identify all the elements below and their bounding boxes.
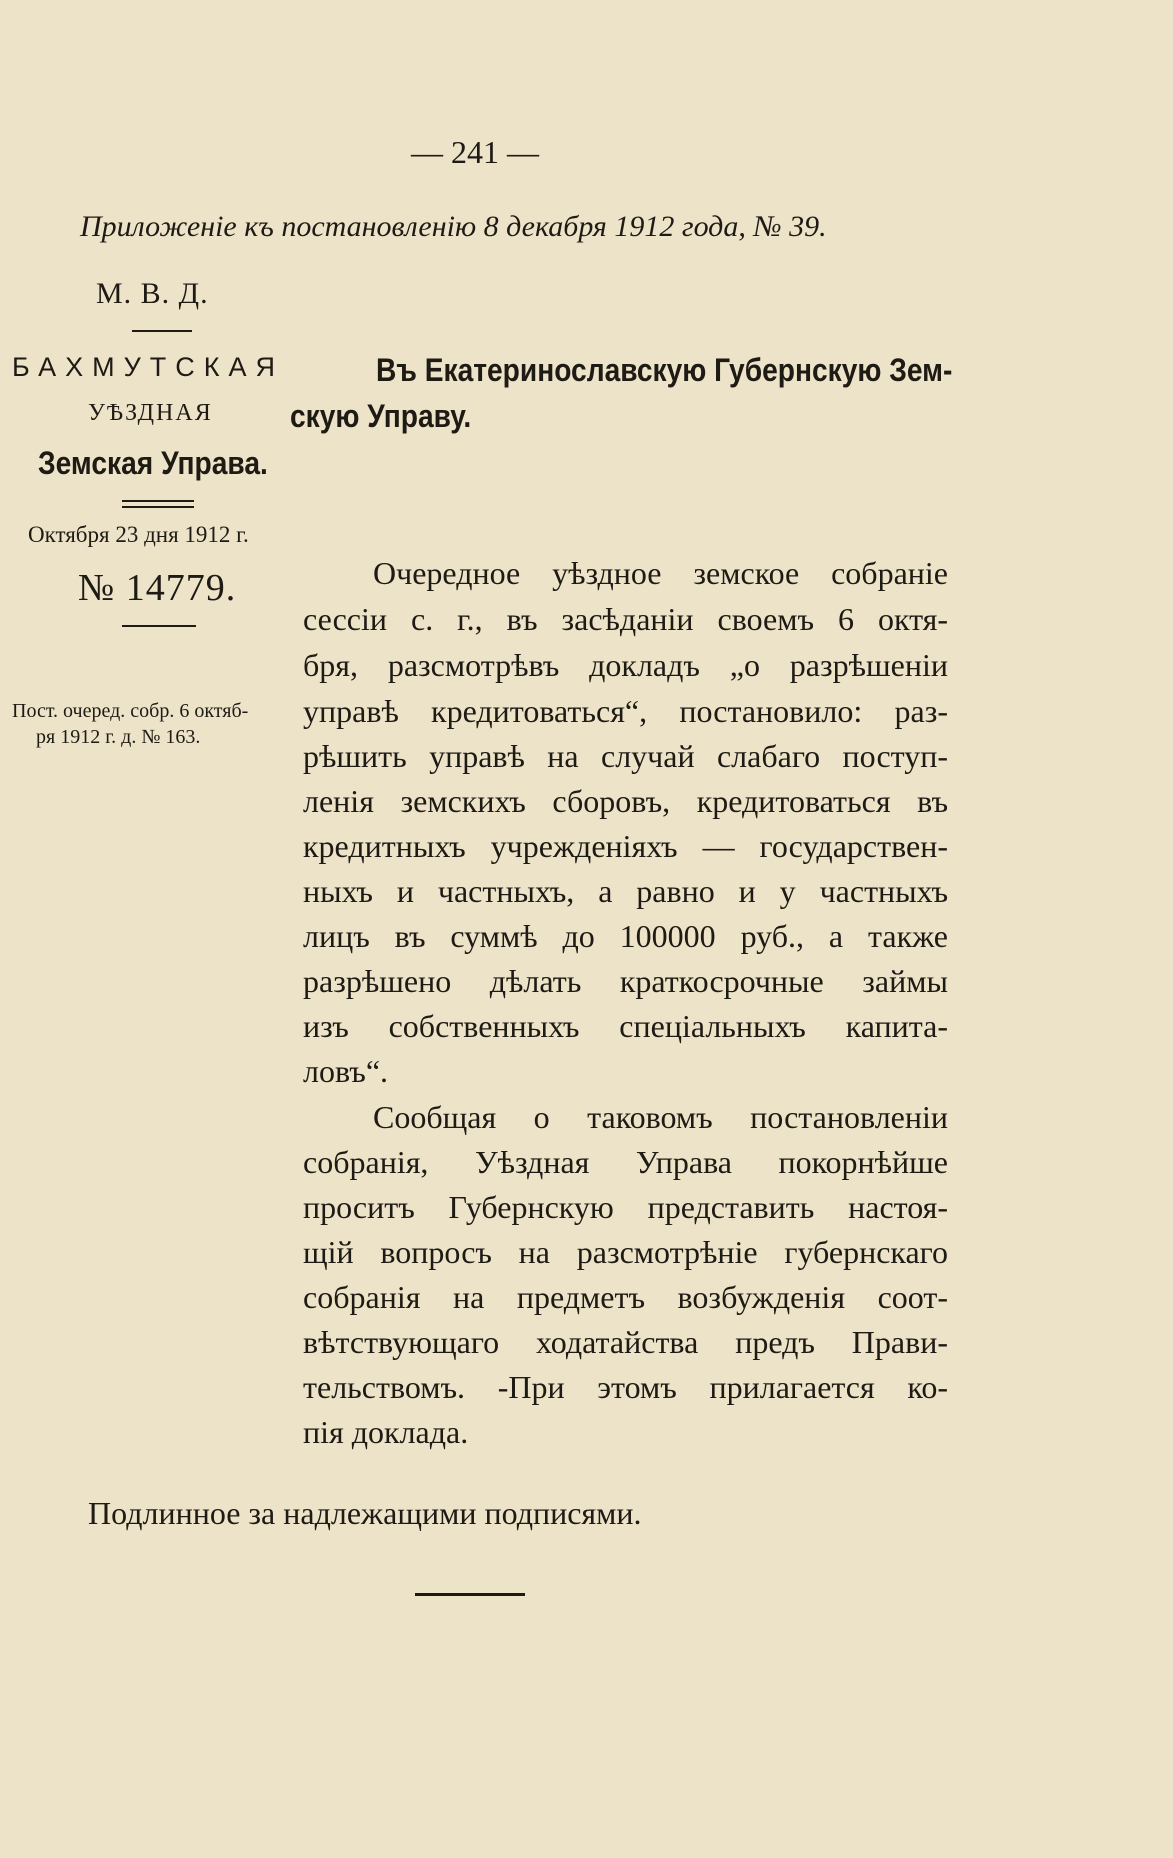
body-line: бря, разсмотрѣвъ докладъ „о разрѣшеніи — [303, 647, 948, 683]
resolution-reference-line-2: ря 1912 г. д. № 163. — [36, 726, 201, 748]
sender-divider-bottom — [122, 506, 194, 508]
body-line: проситъ Губернскую представить настоя- — [303, 1189, 948, 1225]
body-line: Сообщая о таковомъ постановленіи — [373, 1099, 948, 1135]
body-line: пія доклада. — [303, 1414, 469, 1450]
resolution-reference-line-1: Пост. очеред. собр. 6 октяб- — [12, 700, 249, 722]
ministry-abbreviation: М. В. Д. — [96, 277, 209, 310]
page-number: — 241 — — [411, 134, 539, 170]
sender-type: УѢЗДНАЯ — [88, 400, 213, 426]
recipient-line-1: Въ Екатеринославскую Губернскую Зем- — [376, 352, 953, 388]
closing-note: Подлинное за надлежащими подписями. — [88, 1495, 642, 1531]
body-line: ныхъ и частныхъ, а равно и у частныхъ — [303, 873, 948, 909]
body-line: кредитныхъ учрежденіяхъ — государствен- — [303, 828, 948, 864]
body-line: рѣшить управѣ на случай слабаго поступ- — [303, 738, 948, 774]
recipient-line-2: скую Управу. — [290, 398, 472, 434]
body-line: изъ собственныхъ спеціальныхъ капита- — [303, 1008, 948, 1044]
body-line: ловъ“. — [303, 1053, 389, 1089]
body-line: собранія, Уѣздная Управа покорнѣйше — [303, 1144, 948, 1180]
body-line: щій вопросъ на разсмотрѣніе губернскаго — [303, 1234, 948, 1270]
body-line: управѣ кредитоваться“, постановило: раз- — [303, 693, 948, 729]
sender-divider-top — [122, 500, 194, 502]
ministry-divider — [132, 330, 192, 332]
outgoing-number: № 14779. — [78, 567, 237, 609]
body-line: тельствомъ. -При этомъ прилагается ко- — [303, 1369, 948, 1405]
body-line: разрѣшено дѣлать краткосрочные займы — [303, 963, 948, 999]
sender-district: БАХМУТСКАЯ — [12, 352, 285, 382]
body-line: сессіи с. г., въ засѣданіи своемъ 6 октя- — [303, 601, 948, 637]
body-line: Очередное уѣздное земское собраніе — [373, 555, 948, 591]
end-divider — [415, 1593, 525, 1596]
body-line: лицъ въ суммѣ до 100000 руб., а также — [303, 918, 948, 954]
number-divider — [122, 625, 196, 627]
appendix-note: Приложеніе къ постановленію 8 декабря 1912 года, № 39. — [80, 210, 827, 243]
body-line: ленія земскихъ сборовъ, кредитоваться въ — [303, 783, 948, 819]
sender-office: Земская Управа. — [38, 445, 268, 481]
body-line: вѣтствующаго ходатайства предъ Прави- — [303, 1324, 948, 1360]
letter-date: Октября 23 дня 1912 г. — [28, 522, 249, 547]
body-line: собранія на предметъ возбужденія соот- — [303, 1279, 948, 1315]
